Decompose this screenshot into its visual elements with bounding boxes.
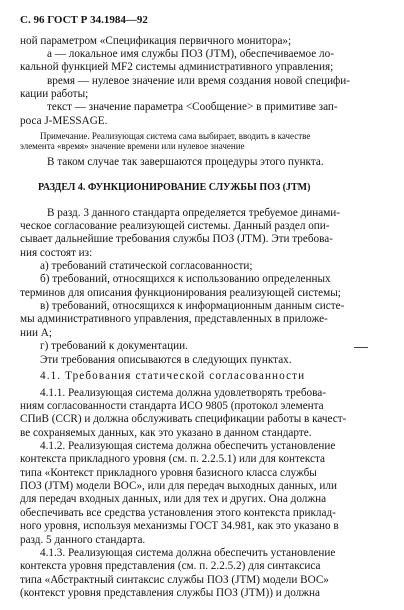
text-line: В таком случае так завершаются процедуры этого пункта. [47,155,324,168]
subsection-heading: 4.1. Требования статической согласованности [40,369,306,382]
text-line: ве сохраняемых данных, как это указано в данном стандарте. [20,426,312,439]
note-line: Примечание. Реализующая система сама выбирает, вводить в качестве [40,130,311,141]
text-line: а) требований статической согласованности; [40,260,253,272]
text-line: контекста прикладного уровня (см. п. 2.2.5.1) или для контекста [20,453,325,466]
text-line: для передач входных данных, или для тех и других. Она должна [20,493,327,506]
text-line: контекста уровня представления (см. п. 2.2.5.2) для синтаксиса [20,560,321,573]
text-line: роса J-MESSAGE. [20,114,108,127]
margin-mark [354,347,368,348]
text-line: типа «Контекст прикладного уровня базисного класса службы [20,466,317,479]
text-line: сывает дальнейшие требования службы ПОЗ (JTM). Эти требова- [20,233,333,246]
text-line: время — нулевое значение или время создания новой специфи- [47,74,351,87]
text-line: кальной функцией MF2 системы административного управления; [20,61,334,74]
text-line: г) требований к документации. [40,340,188,353]
text-line: СПиВ (CCR) и должна обслуживать спецификации работы в качест- [20,413,347,426]
text-line: терминов для описания функционирования реализующей системы; [20,286,341,299]
text-line: в) требований, относящихся к информационным данным систе- [40,300,345,313]
text-line: 4.1.2. Реализующая система должна обеспечить установление [40,440,336,452]
text-line: типа «Абстрактный синтаксис службы ПОЗ (JTM) модели ВОС» [20,573,329,586]
text-line: ной параметром «Спецификация первичного монитора»; [20,34,292,47]
text-line: (контекст уровня представления службы ПОЗ (JTM)) и должна [20,587,320,599]
text-line: нии А; [20,326,52,339]
text-line: В разд. 3 данного стандарта определяется требуемое динами- [47,206,341,219]
text-line: обеспечивать все средства установления этого контекста приклад- [20,506,336,519]
text-line: ческое согласование реализующей системы. Данный раздел опи- [20,219,330,232]
text-line: кации работы; [20,88,89,100]
text-line: Эти требования описываются в следующих пунктах. [40,353,292,366]
section-heading: РАЗДЕЛ 4. ФУНКЦИОНИРОВАНИЕ СЛУЖБЫ ПОЗ (JTM) [38,181,311,193]
text-line: ПОЗ (JTM) модели ВОС», или для передач выходных данных, или [20,480,337,493]
page-header: С. 96 ГОСТ Р 34.1984—92 [20,14,148,26]
text-line: б) требований, относящихся к использованию определенных [40,273,331,286]
text-line: 4.1.1. Реализующая система должна удовлетворять требова- [40,386,326,399]
text-line: разд. 5 данного стандарта. [20,533,146,546]
text-line: мы административного управления, представленных в приложе- [20,313,328,326]
text-line: текст — значение параметра <Сообщение> в примитиве зап- [47,101,338,114]
text-line: 4.1.3. Реализующая система должна обеспечить установление [40,546,336,559]
text-line: ного уровня, используя механизмы ГОСТ 34.981, как это указано в [20,520,339,533]
text-line: ниям согласованности стандарта ИСО 9805 (протокол элемента [20,399,324,412]
note-line: элемента «время» значение времени или нулевое значение [20,141,245,152]
text-line: ния состоят из: [20,246,93,259]
text-line: а — локальное имя службы ПОЗ (JTM), обеспечиваемое ло- [47,47,334,60]
